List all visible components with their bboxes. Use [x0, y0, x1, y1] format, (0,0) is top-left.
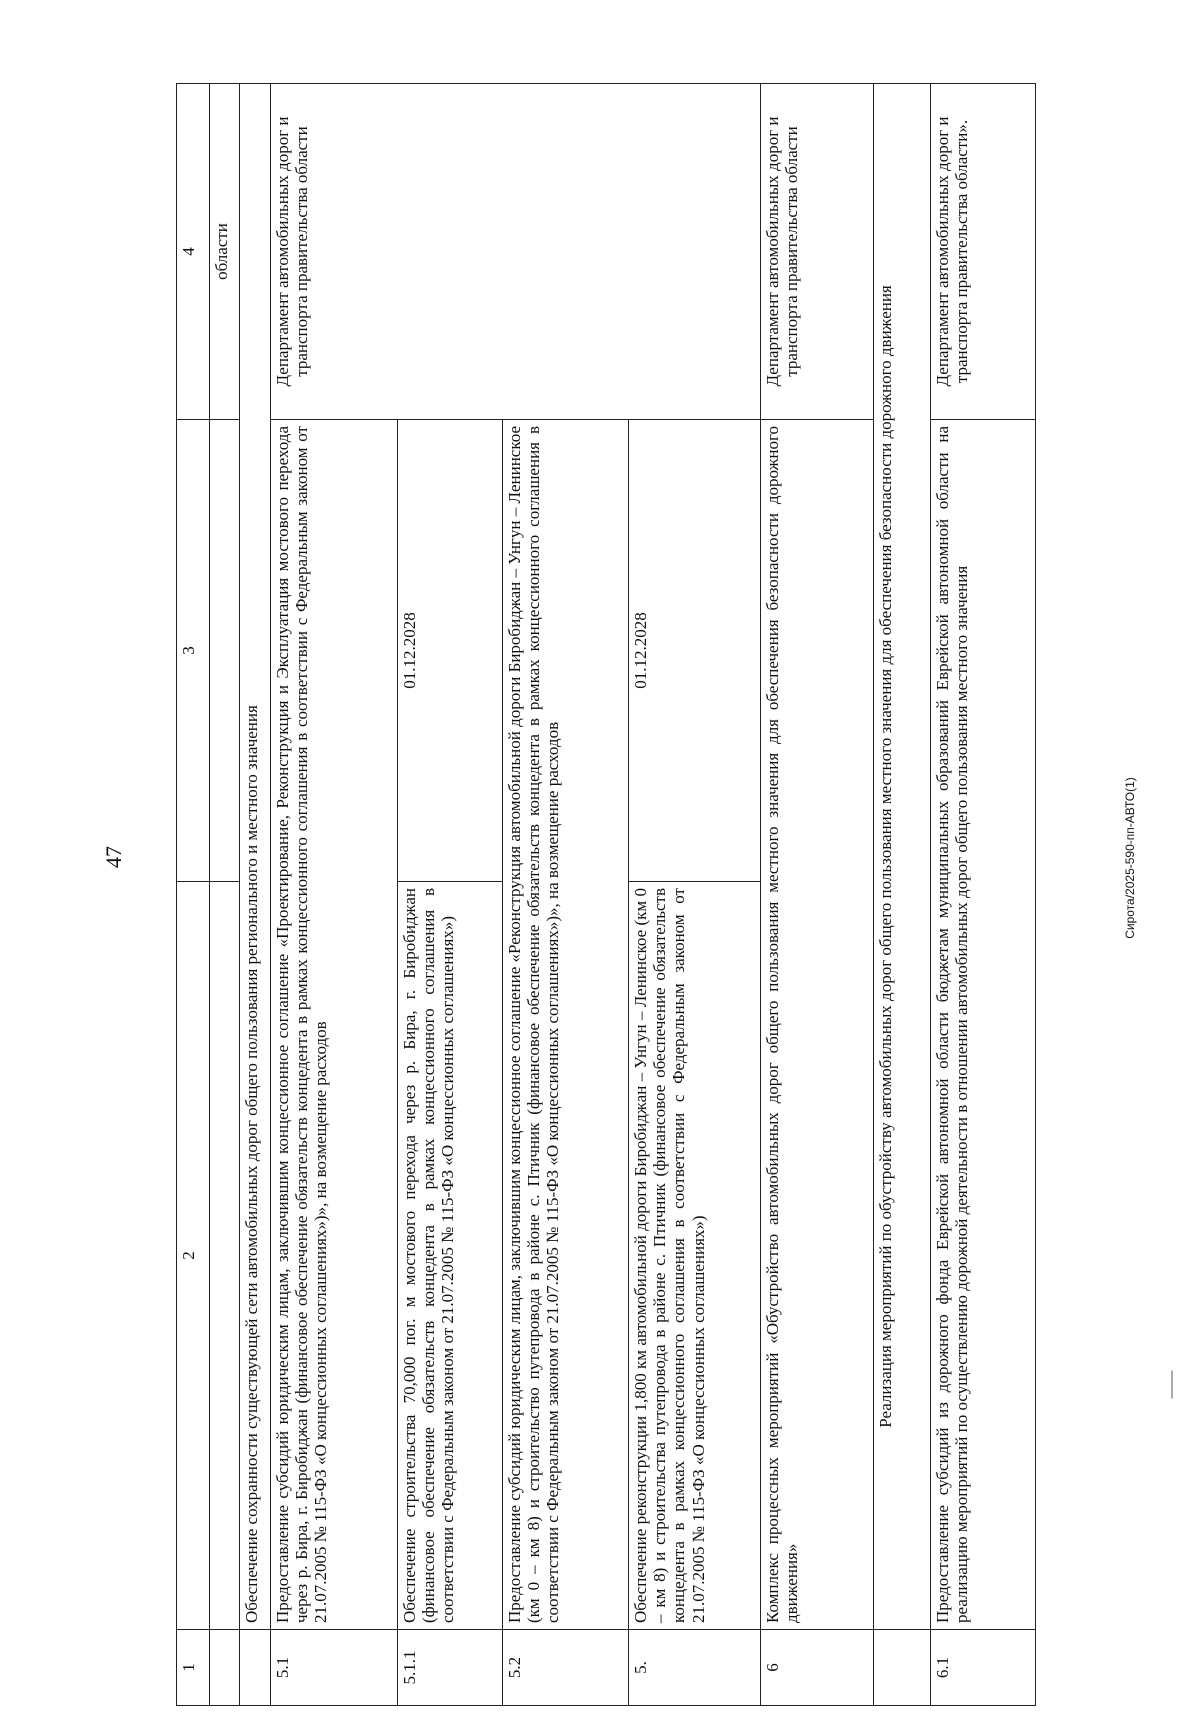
- row-6-description: Комплекс процессных мероприятий «Обустройство автомобильных дорог общего пользования местного значения для обеспечения безопасности дорожного движения»: [760, 420, 874, 1630]
- row-6-1-number: 6.1: [931, 1630, 1036, 1706]
- row-5-1-1-date: 01.12.2028: [397, 420, 502, 882]
- measures-table-container: [176, 84, 1036, 1706]
- table-row: [760, 84, 874, 1706]
- header-col-3: 3: [177, 420, 210, 882]
- row-5-1-number: 5.1: [270, 1630, 397, 1706]
- row-5-x-description: Обеспечение реконструкции 1,800 км автомобильной дороги Биробиджан – Унгун – Ленинское (км 0 – км 8) и строительства путепровода в районе с. Птичник (финансовое обеспечение обязательств концедента в рамках концессионного соглашения в соответствии с Федеральным законом от 21.07.2005 № 115-ФЗ «О концессионных соглашениях»): [629, 882, 760, 1630]
- row-5-1-1-description: Обеспечение строительства 70,000 пог. м мостового перехода через р. Бира, г. Биробиджан (финансовое обеспечение обязательств концедента в рамках концессионного соглашения в соответствии с Федеральным законом от 21.07.2005 № 115-ФЗ «О концессионных соглашениях»): [397, 882, 502, 1630]
- continued-owner: области: [209, 84, 240, 420]
- table-row: [931, 84, 1036, 1706]
- footer-document-code: Сирота/2025-590-пп-АВТО(1): [1123, 777, 1137, 939]
- page-number: 47: [101, 846, 126, 868]
- row-5-x-date: 01.12.2028: [629, 420, 760, 882]
- section-6-row: [874, 84, 931, 1706]
- row-5-2-description: Предоставление субсидий юридическим лицам, заключившим концессионное соглашение «Реконструкция автомобильной дороги Биробиджан – Унгун – Ленинское (км 0 – км 8) и строительство путепровода в районе с. Птичник (финансовое обеспечение обязательств концедента в рамках концессионного соглашения в соответствии с Федеральным законом от 21.07.2005 № 115-ФЗ «О концессионных соглашениях»)», на возмещение расходов: [502, 420, 629, 1630]
- footer-divider: [1172, 1371, 1173, 1399]
- header-col-1: 1: [177, 1630, 210, 1706]
- row-5-1-1-number: 5.1.1: [397, 1630, 502, 1706]
- row-6-1-description: Предоставление субсидий из дорожного фонда Еврейской автономной области бюджетам муниципальных образований Еврейской автономной области на реализацию мероприятий по осуществлению дорожной деятельности в отношении автомобильных дорог общего пользования местного значения: [931, 420, 1036, 1630]
- row-5-2-number: 5.2: [502, 1630, 629, 1706]
- section-5-title: Обеспечение сохранности существующей сети автомобильных дорог общего пользования регионального и местного значения: [240, 84, 271, 1630]
- header-col-2: 2: [177, 882, 210, 1630]
- table-row: [270, 84, 397, 1706]
- row-6-1-owner: Департамент автомобильных дорог и транспорта правительства области».: [931, 84, 1036, 420]
- row-5-owner: Департамент автомобильных дорог и транспорта правительства области: [270, 84, 760, 420]
- row-5-x-number: 5.: [629, 1630, 760, 1706]
- row-5-1-description: Предоставление субсидий юридическим лицам, заключившим концессионное соглашение «Проектирование, Реконструкция и Эксплуатация мостового перехода через р. Бира, г. Биробиджан (финансовое обеспечение обязательств концедента в рамках концессионного соглашения в соответствии с Федеральным законом от 21.07.2005 № 115-ФЗ «О концессионных соглашениях»)», на возмещение расходов: [270, 420, 397, 1630]
- row-6-number: 6: [760, 1630, 874, 1706]
- continuation-row: [209, 84, 240, 1706]
- measures-table: [176, 83, 1036, 1706]
- row-6-owner: Департамент автомобильных дорог и транспорта правительства области: [760, 84, 874, 420]
- section-5-row: [240, 84, 271, 1706]
- header-row: [177, 84, 210, 1706]
- section-6-title: Реализация мероприятий по обустройству автомобильных дорог общего пользования местного значения для обеспечения безопасности дорожного движения: [874, 84, 931, 1630]
- header-col-4: 4: [177, 84, 210, 420]
